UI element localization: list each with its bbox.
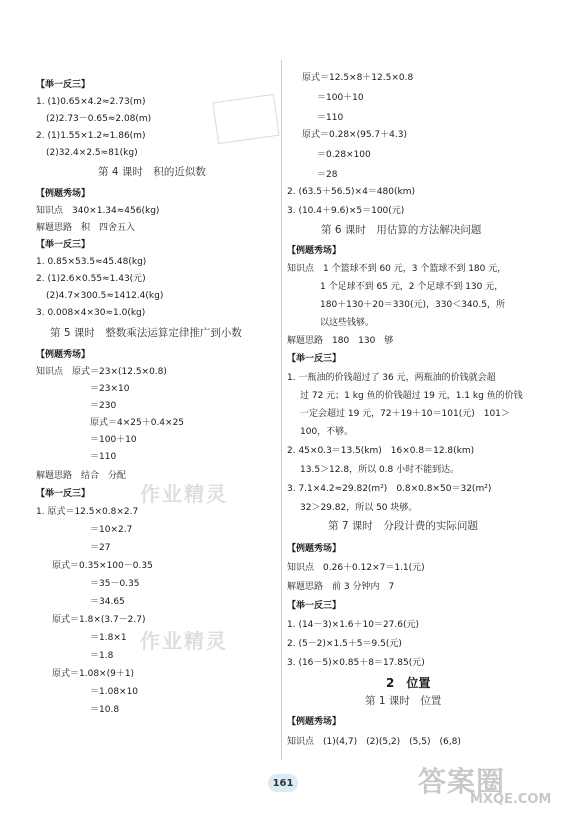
- answer-line: 知识点 (1)(4,7) (2)(5,2) (5,5) (6,8): [287, 737, 461, 747]
- section-label: 【例题秀场】: [36, 350, 91, 360]
- answer-line: 2. (63.5＋56.5)×4＝480(km): [287, 187, 415, 197]
- answer-line: 原式＝0.35×100－0.35: [52, 561, 153, 571]
- answer-line: ＝23×10: [90, 384, 130, 394]
- answer-line: 1. 一瓶油的价钱超过了 36 元，两瓶油的价钱就会超: [287, 373, 496, 383]
- answer-line: 2. (1)1.55×1.2≈1.86(m): [36, 131, 146, 141]
- answer-line: 知识点 0.26＋0.12×7＝1.1(元): [287, 563, 425, 573]
- answer-line: 原式＝4×25＋0.4×25: [90, 418, 185, 428]
- watermark-text: 作业精灵: [140, 629, 228, 653]
- answer-line: ＝27: [90, 543, 111, 553]
- answer-line: ＝230: [90, 401, 117, 411]
- answer-line: 原式＝1.08×(9＋1): [52, 669, 135, 679]
- answer-line: ＝110: [317, 113, 344, 123]
- lesson-heading: 第 7 课时 分段计费的实际问题: [328, 520, 478, 532]
- answer-line: ＝10.8: [90, 705, 120, 715]
- answer-line: 解题思路 前 3 分钟内 7: [287, 582, 395, 592]
- answer-line: ＝110: [90, 452, 117, 462]
- answer-line: ＝1.08×10: [90, 687, 139, 697]
- lesson-heading: 第 5 课时 整数乘法运算定律推广到小数: [50, 327, 242, 339]
- answer-line: ＝1.8×1: [90, 633, 127, 643]
- answer-line: 180＋130＋20＝330(元)，330＜340.5，所: [320, 300, 505, 310]
- site-logo-url: MXQE.COM: [470, 792, 552, 807]
- answer-line: 过 72 元；1 kg 鱼的价钱超过 19 元，1.1 kg 鱼的价钱: [300, 391, 523, 401]
- answer-line: 32＞29.82，所以 50 块够。: [300, 503, 418, 513]
- answer-line: ＝35－0.35: [90, 579, 140, 589]
- answer-line: 1. 原式＝12.5×0.8×2.7: [36, 507, 139, 517]
- answer-line: 解题思路 积 四舍五入: [36, 223, 136, 233]
- answer-line: 解题思路 结合 分配: [36, 471, 127, 481]
- answer-line: 原式＝12.5×8＋12.5×0.8: [302, 73, 414, 83]
- answer-line: 1. (14－3)×1.6＋10＝27.6(元): [287, 620, 420, 630]
- section-label: 【例题秀场】: [287, 717, 342, 727]
- section-label: 【举一反三】: [36, 240, 91, 250]
- answer-line: 以这些钱够。: [320, 318, 375, 328]
- answer-line: 1 个足球不到 65 元，2 个足球不到 130 元，: [320, 282, 504, 292]
- answer-line: ＝0.28×100: [317, 150, 371, 160]
- unit-title: 2 位置: [386, 676, 431, 690]
- answer-line: 2. 45×0.3＝13.5(km) 16×0.8＝12.8(km): [287, 446, 475, 456]
- answer-line: (2)2.73－0.65≈2.08(m): [46, 114, 152, 124]
- answer-line: (2)4.7×300.5≈1412.4(kg): [46, 291, 164, 301]
- answer-line: ＝10×2.7: [90, 525, 133, 535]
- lesson-heading: 第 4 课时 积的近似数: [98, 166, 206, 178]
- answer-line: 2. (1)2.6×0.55≈1.43(元): [36, 274, 146, 284]
- section-label: 【举一反三】: [36, 80, 91, 90]
- section-label: 【例题秀场】: [36, 189, 91, 199]
- answer-line: 1. 0.85×53.5≈45.48(kg): [36, 257, 147, 267]
- answer-line: 3. 7.1×4.2≈29.82(m²) 0.8×0.8×50＝32(m²): [287, 484, 492, 494]
- answer-line: 原式＝1.8×(3.7－2.7): [52, 615, 146, 625]
- answer-line: 知识点 340×1.34≈456(kg): [36, 206, 160, 216]
- answer-line: 知识点 原式＝23×(12.5×0.8): [36, 367, 167, 377]
- section-label: 【举一反三】: [287, 601, 342, 611]
- lesson-heading: 第 1 课时 位置: [365, 695, 442, 707]
- answer-line: (2)32.4×2.5≈81(kg): [46, 148, 138, 158]
- page-number: 161: [268, 774, 298, 792]
- column-divider: [281, 60, 282, 760]
- section-label: 【例题秀场】: [287, 246, 342, 256]
- answer-line: 3. 0.008×4×30≈1.0(kg): [36, 308, 146, 318]
- answer-line: 原式＝0.28×(95.7＋4.3): [302, 130, 407, 140]
- answer-line: 13.5＞12.8，所以 0.8 小时不能到达。: [300, 465, 460, 475]
- answer-line: ＝100＋10: [90, 435, 137, 445]
- answer-line: 1. (1)0.65×4.2≈2.73(m): [36, 97, 146, 107]
- answer-line: ＝28: [317, 170, 338, 180]
- answer-line: 3. (10.4＋9.6)×5＝100(元): [287, 206, 405, 216]
- stamp-mark: [212, 94, 279, 144]
- site-logo: 答案圈: [418, 765, 506, 798]
- answer-line: 3. (16－5)×0.85＋8＝17.85(元): [287, 658, 425, 668]
- section-label: 【举一反三】: [287, 354, 342, 364]
- answer-line: ＝34.65: [90, 597, 125, 607]
- answer-line: ＝100＋10: [317, 93, 364, 103]
- watermark-text: 作业精灵: [140, 482, 228, 506]
- answer-line: 一定会超过 19 元，72＋19＋10＝101(元) 101＞: [300, 409, 510, 419]
- lesson-heading: 第 6 课时 用估算的方法解决问题: [321, 224, 482, 236]
- section-label: 【例题秀场】: [287, 544, 342, 554]
- answer-line: 知识点 1 个篮球不到 60 元，3 个篮球不到 180 元，: [287, 264, 507, 274]
- answer-line: ＝1.8: [90, 651, 114, 661]
- section-label: 【举一反三】: [36, 489, 91, 499]
- answer-line: 解题思路 180 130 够: [287, 336, 394, 346]
- answer-line: 2. (5－2)×1.5＋5＝9.5(元): [287, 639, 402, 649]
- answer-line: 100，不够。: [300, 427, 354, 437]
